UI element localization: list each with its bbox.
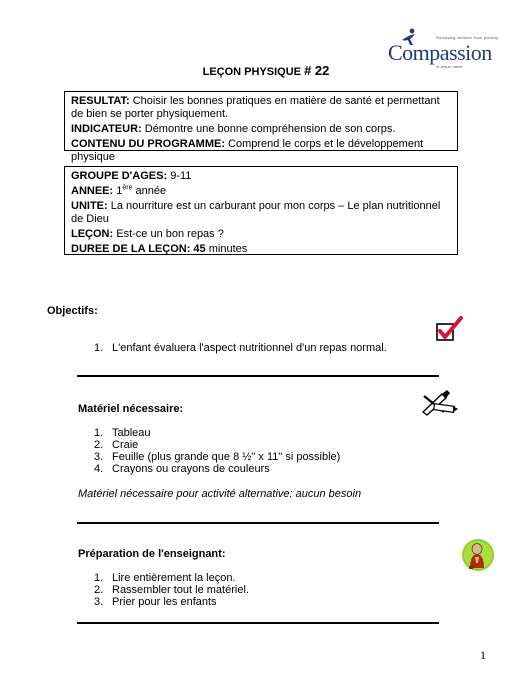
- contenu-row: [71, 138, 451, 164]
- indicateur-label: INDICATEUR:: [71, 123, 142, 135]
- unite-text: La nourriture est un carburant pour mon corps – Le plan nutritionnel de Dieu: [71, 200, 441, 225]
- unite-row: [71, 200, 451, 226]
- preparation-heading: Préparation de l'enseignant:: [78, 548, 226, 560]
- item-number: 4.: [94, 463, 104, 475]
- checkbox-check-icon: [436, 316, 464, 345]
- objectifs-list: [94, 342, 432, 354]
- objectifs-heading: Objectifs:: [47, 305, 98, 317]
- logo-wordmark: Compassion: [388, 40, 492, 65]
- contenu-text: Comprend le corps et le développement physique: [71, 138, 424, 163]
- duree-row: [71, 243, 451, 256]
- list-item: [94, 596, 432, 608]
- page-title: [0, 63, 532, 78]
- section-divider: [77, 622, 439, 624]
- list-item: [94, 463, 432, 475]
- pencil-tools-icon: [420, 388, 460, 419]
- contenu-label: CONTENU DU PROGRAMME:: [71, 138, 225, 150]
- item-text: Prier pour les enfants: [112, 596, 217, 608]
- indicateur-text: Démontre une bonne compréhension de son corps.: [141, 123, 396, 135]
- list-item: [94, 584, 432, 596]
- item-number: 3.: [94, 451, 104, 463]
- list-item: [94, 427, 432, 439]
- materiel-heading: Matériel nécessaire:: [78, 403, 184, 415]
- unite-label: UNITE:: [71, 200, 108, 212]
- item-number: 1.: [94, 427, 104, 439]
- alternative-materials: Matériel nécessaire pour activité alternative: aucun besoin: [78, 488, 362, 500]
- lesson-info-box: [64, 166, 458, 255]
- duree-label: DUREE DE LA LEÇON:: [71, 243, 191, 255]
- annee-sup: ère: [122, 184, 133, 192]
- item-text: Lire entièrement la leçon.: [112, 572, 236, 584]
- lecon-label: LEÇON:: [71, 228, 114, 240]
- preparation-list: [94, 572, 432, 608]
- list-item: [94, 342, 432, 354]
- page-number: 1: [480, 648, 486, 662]
- lecon-text: Est-ce un bon repas ?: [113, 228, 224, 240]
- item-number: 2.: [94, 584, 104, 596]
- materiel-list: [94, 427, 432, 475]
- duree-unit: minutes: [205, 243, 248, 255]
- resultat-text: Choisir les bonnes pratiques en matière de santé et permettant de bien se porter physiquement.: [71, 95, 440, 120]
- annee-label: ANNEE:: [71, 185, 114, 197]
- logo-subline: in Jesus' name: [436, 64, 463, 69]
- outcomes-box: [64, 91, 458, 163]
- groupe-row: [71, 170, 451, 183]
- item-number: 2.: [94, 439, 104, 451]
- list-item: [94, 439, 432, 451]
- annee-row: [71, 185, 451, 198]
- section-divider: [77, 522, 439, 524]
- resultat-label: RESULTAT:: [71, 95, 130, 107]
- title-number: # 22: [304, 63, 330, 78]
- lecon-row: [71, 228, 451, 241]
- item-number: 1.: [94, 572, 104, 584]
- logo-tagline: Releasing children from poverty: [436, 35, 499, 40]
- indicateur-row: [71, 123, 451, 136]
- resultat-row: [71, 95, 451, 121]
- groupe-label: GROUPE D'AGES:: [71, 170, 168, 182]
- teacher-praying-icon: [461, 538, 495, 575]
- section-divider: [77, 375, 439, 377]
- item-number: 1.: [94, 342, 104, 354]
- list-item: [94, 451, 432, 463]
- annee-rest: année: [132, 185, 167, 197]
- groupe-text: 9-11: [167, 170, 192, 182]
- item-text: Crayons ou crayons de couleurs: [112, 463, 270, 475]
- duree-num: 45: [190, 243, 206, 255]
- item-text: L'enfant évaluera l'aspect nutritionnel d'un repas normal.: [112, 342, 387, 354]
- list-item: [94, 572, 432, 584]
- annee-num: 1: [113, 185, 123, 197]
- item-text: Craie: [112, 439, 139, 451]
- title-prefix: LEÇON PHYSIQUE: [202, 66, 302, 78]
- item-number: 3.: [94, 596, 104, 608]
- item-text: Tableau: [112, 427, 151, 439]
- item-text: Rassembler tout le matériel.: [112, 584, 249, 596]
- item-text: Feuille (plus grande que 8 ½" x 11" si possible): [112, 451, 341, 463]
